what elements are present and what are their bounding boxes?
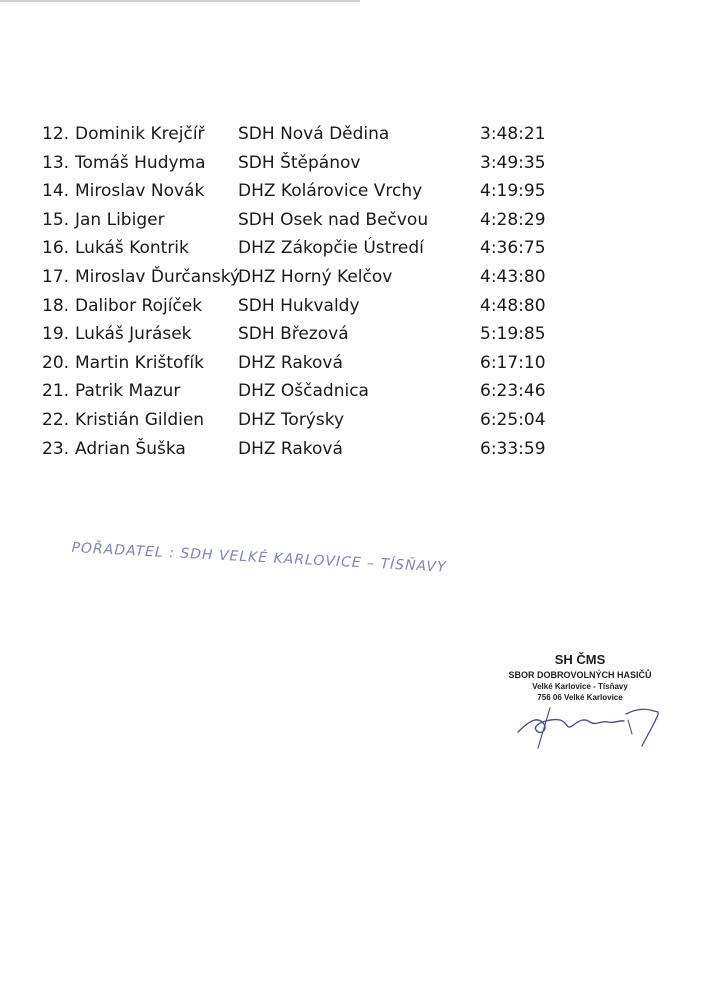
club-name: DHZ Horný Kelčov bbox=[238, 266, 393, 287]
result-row bbox=[0, 292, 727, 321]
handwritten-signature bbox=[510, 690, 670, 750]
competitor-name: Jan Libiger bbox=[75, 209, 165, 230]
competitor-name: Tomáš Hudyma bbox=[75, 152, 206, 173]
finish-time: 6:25:04 bbox=[480, 409, 546, 430]
club-name: SDH Štěpánov bbox=[238, 152, 361, 173]
finish-time: 6:17:10 bbox=[480, 352, 546, 373]
club-name: DHZ Torýsky bbox=[238, 409, 345, 430]
club-name: SDH Nová Dědina bbox=[238, 124, 390, 144]
competitor-name: Dalibor Rojíček bbox=[75, 295, 203, 316]
result-rank: 12. bbox=[42, 124, 70, 144]
competitor-name: Miroslav Novák bbox=[75, 181, 205, 202]
club-name: DHZ Kolárovice Vrchy bbox=[238, 181, 423, 202]
stamp-line-place: Velké Karlovice - Tísňavy bbox=[532, 682, 628, 691]
result-rank: 15. bbox=[42, 209, 70, 230]
competitor-name: Martin Krištofík bbox=[75, 352, 204, 373]
club-name: DHZ Oščadnica bbox=[238, 381, 369, 402]
result-rank: 20. bbox=[42, 352, 70, 373]
result-row bbox=[0, 263, 727, 292]
result-row bbox=[0, 320, 727, 349]
result-row bbox=[0, 435, 727, 464]
result-rank: 22. bbox=[42, 409, 70, 430]
stamp-line-address: 756 06 Velké Karlovice bbox=[537, 693, 623, 702]
club-name: DHZ Raková bbox=[238, 352, 343, 373]
finish-time: 4:19:95 bbox=[480, 181, 546, 202]
competitor-name: Adrian Šuška bbox=[75, 438, 186, 459]
results-list bbox=[0, 120, 727, 463]
result-rank: 17. bbox=[42, 266, 70, 287]
result-rank: 23. bbox=[42, 438, 70, 459]
finish-time: 4:43:80 bbox=[480, 266, 546, 287]
competitor-name: Kristián Gildien bbox=[75, 409, 205, 430]
result-row bbox=[0, 206, 727, 235]
finish-time: 3:49:35 bbox=[480, 152, 546, 173]
scan-edge-line bbox=[0, 0, 360, 2]
competitor-name: Lukáš Jurásek bbox=[75, 324, 192, 345]
result-rank: 21. bbox=[42, 381, 70, 402]
result-row bbox=[0, 234, 727, 263]
result-rank: 18. bbox=[42, 295, 70, 316]
official-stamp bbox=[500, 650, 680, 760]
finish-time: 3:48:21 bbox=[480, 124, 546, 144]
result-row bbox=[0, 349, 727, 378]
club-name: SDH Osek nad Bečvou bbox=[238, 209, 429, 230]
club-name: DHZ Raková bbox=[238, 438, 343, 459]
stamp-line-organization: SBOR DOBROVOLNÝCH HASIČŮ bbox=[508, 670, 652, 680]
club-name: SDH Březová bbox=[238, 324, 349, 345]
result-row bbox=[0, 120, 727, 149]
result-row bbox=[0, 377, 727, 406]
competitor-name: Dominik Krejčíř bbox=[75, 124, 205, 144]
result-row bbox=[0, 406, 727, 435]
result-row bbox=[0, 149, 727, 178]
competitor-name: Miroslav Ďurčanský bbox=[75, 266, 241, 287]
result-rank: 13. bbox=[42, 152, 70, 173]
club-name: SDH Hukvaldy bbox=[238, 295, 360, 316]
stamp-line-title: SH ČMS bbox=[554, 652, 606, 667]
competitor-name: Lukáš Kontrik bbox=[75, 238, 189, 259]
competitor-name: Patrik Mazur bbox=[75, 381, 181, 402]
finish-time: 6:33:59 bbox=[480, 438, 546, 459]
result-rank: 16. bbox=[42, 238, 70, 259]
result-rank: 19. bbox=[42, 324, 70, 345]
finish-time: 5:19:85 bbox=[480, 324, 546, 345]
organizer-handwriting: POŘADATEL : SDH VELKÉ KARLOVICE – TÍSŇAVY bbox=[71, 540, 447, 576]
result-row bbox=[0, 177, 727, 206]
result-rank: 14. bbox=[42, 181, 70, 202]
organizer-note bbox=[72, 540, 492, 580]
finish-time: 4:36:75 bbox=[480, 238, 546, 259]
club-name: DHZ Zákopčie Ústredí bbox=[238, 238, 424, 259]
finish-time: 6:23:46 bbox=[480, 381, 546, 402]
finish-time: 4:48:80 bbox=[480, 295, 546, 316]
finish-time: 4:28:29 bbox=[480, 209, 546, 230]
